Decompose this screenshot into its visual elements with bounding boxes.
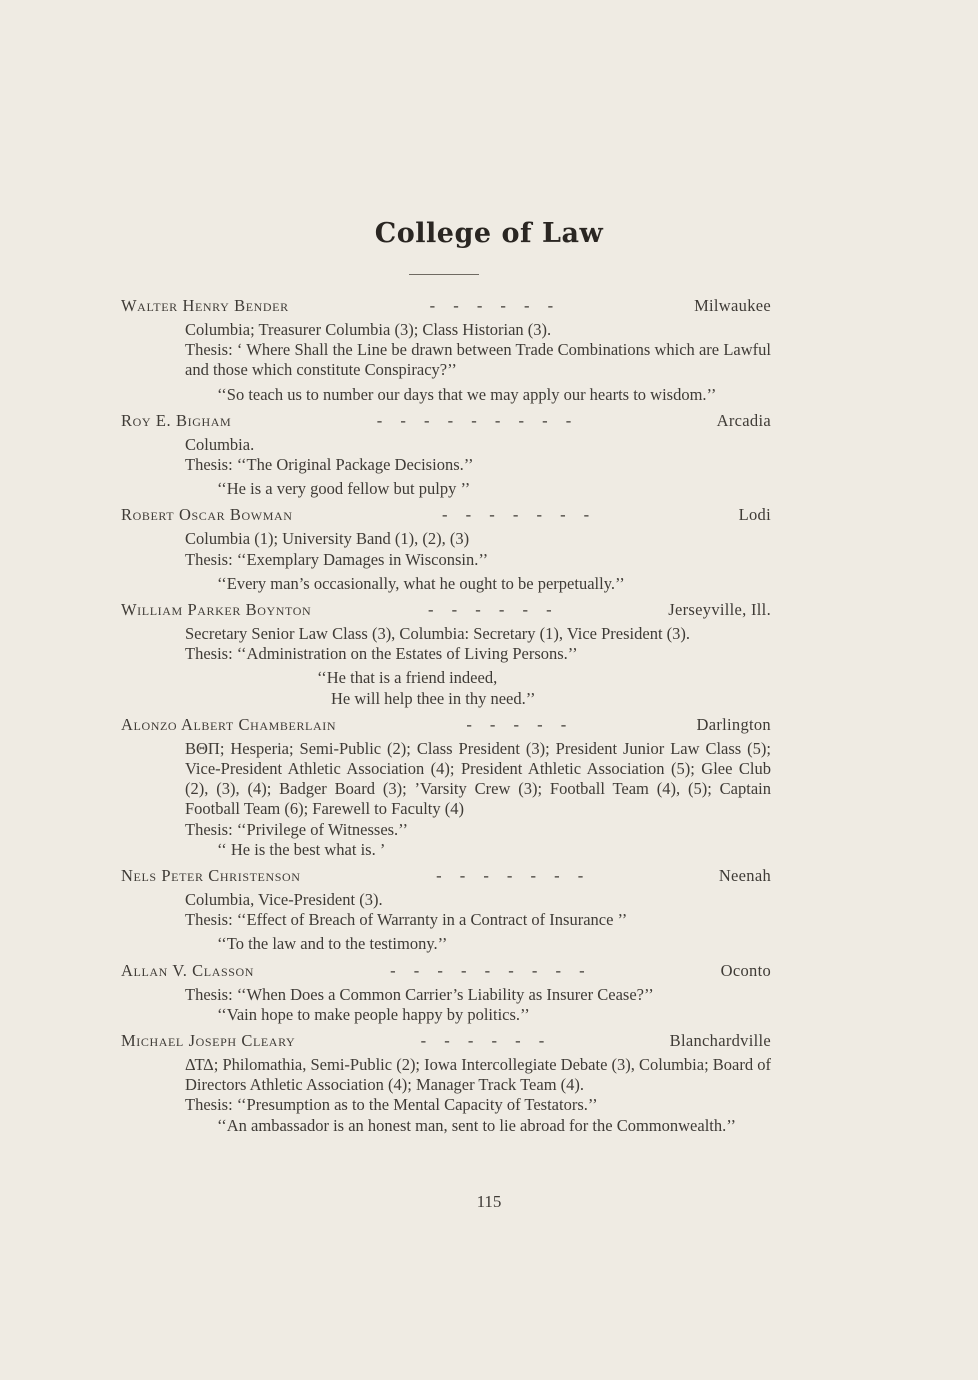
- thesis: Thesis: ‘‘Effect of Breach of Warranty in a Contract of Insurance ’’: [185, 910, 628, 930]
- student-name: Allan V. Classon: [121, 960, 255, 980]
- activities: ΒΘΠ; Hesperia; Semi-Public (2); Class President (3); President Junior Law Class (5); Vice-President Athletic Association (4); President Athletic Association (5); Glee Club (2), (3), (4); Badger Board (3); ’Varsity Crew (3); Football Team (4), (5); Captain Football Team (6); Farewell to Faculty (4): [185, 738, 771, 819]
- thesis: Thesis: ‘‘Presumption as to the Mental Capacity of Testators.’’: [185, 1095, 598, 1115]
- student-name: Walter Henry Bender: [121, 296, 289, 315]
- student-entry: [121, 961, 771, 1025]
- motto-quote: ‘‘An ambassador is an honest man, sent to lie abroad for the Commonwealth.’’: [217, 1115, 737, 1135]
- entry-header: [121, 715, 771, 739]
- entry-list: [121, 296, 771, 1142]
- page-heading: College of Law: [374, 218, 604, 249]
- student-entry: [121, 600, 771, 709]
- thesis: Thesis: ‘‘Exemplary Damages in Wisconsin.’’: [185, 549, 489, 569]
- student-name: Alonzo Albert Chamberlain: [121, 714, 337, 734]
- motto-quote: ‘‘Every man’s occasionally, what he ought to be perpetually.’’: [217, 573, 625, 593]
- motto-quote: ‘‘Vain hope to make people happy by politics.’’: [217, 1004, 530, 1024]
- entry-header: [121, 600, 771, 624]
- motto-quote-line: He will help thee in thy need.’’: [331, 688, 536, 708]
- hometown: Milwaukee: [694, 296, 771, 315]
- leader-dashes: - - - - - -: [429, 296, 554, 315]
- student-entry: [121, 1031, 771, 1136]
- thesis: Thesis: ‘‘When Does a Common Carrier’s Liability as Insurer Cease?’’: [185, 984, 654, 1004]
- leader-dashes: - - - - - - -: [436, 866, 584, 886]
- entry-header: [121, 961, 771, 985]
- thesis: Thesis: ‘ Where Shall the Line be drawn between Trade Combinations which are Lawful and those which constitute Conspiracy?’’: [185, 340, 771, 380]
- hometown: Jerseyville, Ill.: [668, 600, 771, 620]
- leader-dashes: - - - - -: [466, 714, 567, 734]
- entry-header: [121, 866, 771, 890]
- activities: Columbia; Treasurer Columbia (3); Class Historian (3).: [185, 320, 552, 339]
- activities: Secretary Senior Law Class (3), Columbia: Secretary (1), Vice President (3).: [185, 624, 691, 644]
- student-entry: [121, 505, 771, 594]
- entry-header: [121, 296, 771, 320]
- motto-quote: ‘‘ He is the best what is. ’: [217, 839, 386, 859]
- student-name: William Parker Boynton: [121, 600, 312, 620]
- hometown: Neenah: [718, 866, 771, 886]
- hometown: Blanchardville: [669, 1031, 771, 1051]
- leader-dashes: - - - - - - - - -: [390, 960, 585, 980]
- thesis: Thesis: ‘‘Privilege of Witnesses.’’: [185, 819, 408, 839]
- activities: Columbia, Vice-President (3).: [185, 890, 383, 910]
- student-entry: [121, 296, 771, 405]
- entry-header: [121, 1031, 771, 1055]
- motto-quote: ‘‘So teach us to number our days that we may apply our hearts to wisdom.’’: [217, 384, 717, 404]
- thesis: Thesis: ‘‘Administration on the Estates of Living Persons.’’: [185, 644, 578, 664]
- leader-dashes: - - - - - -: [428, 600, 552, 620]
- motto-quote: [317, 668, 771, 708]
- motto-quote-line: ‘‘He that is a friend indeed,: [317, 668, 498, 688]
- motto-quote: ‘‘To the law and to the testimony.’’: [217, 934, 448, 954]
- hometown: Arcadia: [716, 410, 771, 430]
- leader-dashes: - - - - - - - - -: [376, 410, 572, 430]
- leader-dashes: - - - - - - -: [441, 505, 590, 525]
- leader-dashes: - - - - - -: [420, 1031, 545, 1051]
- student-name: Roy E. Bigham: [121, 410, 232, 430]
- student-entry: [121, 411, 771, 500]
- hometown: Lodi: [738, 505, 771, 525]
- activities: Columbia (1); University Band (1), (2), (3): [185, 529, 470, 549]
- activities: Columbia.: [185, 434, 255, 454]
- entry-header: [121, 505, 771, 529]
- entry-header: [121, 411, 771, 435]
- page-number: 115: [476, 1192, 502, 1211]
- motto-quote: ‘‘He is a very good fellow but pulpy ’’: [217, 479, 471, 499]
- heading-rule: [409, 274, 479, 275]
- hometown: Darlington: [696, 714, 771, 734]
- student-name: Nels Peter Christenson: [121, 866, 301, 886]
- hometown: Oconto: [720, 960, 771, 980]
- activities: ΔΤΔ; Philomathia, Semi-Public (2); Iowa Intercollegiate Debate (3), Columbia; Board of Directors Athletic Association (4); Manager Track Team (4).: [185, 1055, 771, 1095]
- student-name: Robert Oscar Bowman: [121, 505, 293, 525]
- thesis: Thesis: ‘‘The Original Package Decisions.’’: [185, 455, 474, 475]
- student-entry: [121, 866, 771, 955]
- student-name: Michael Joseph Cleary: [121, 1031, 296, 1051]
- student-entry: [121, 715, 771, 860]
